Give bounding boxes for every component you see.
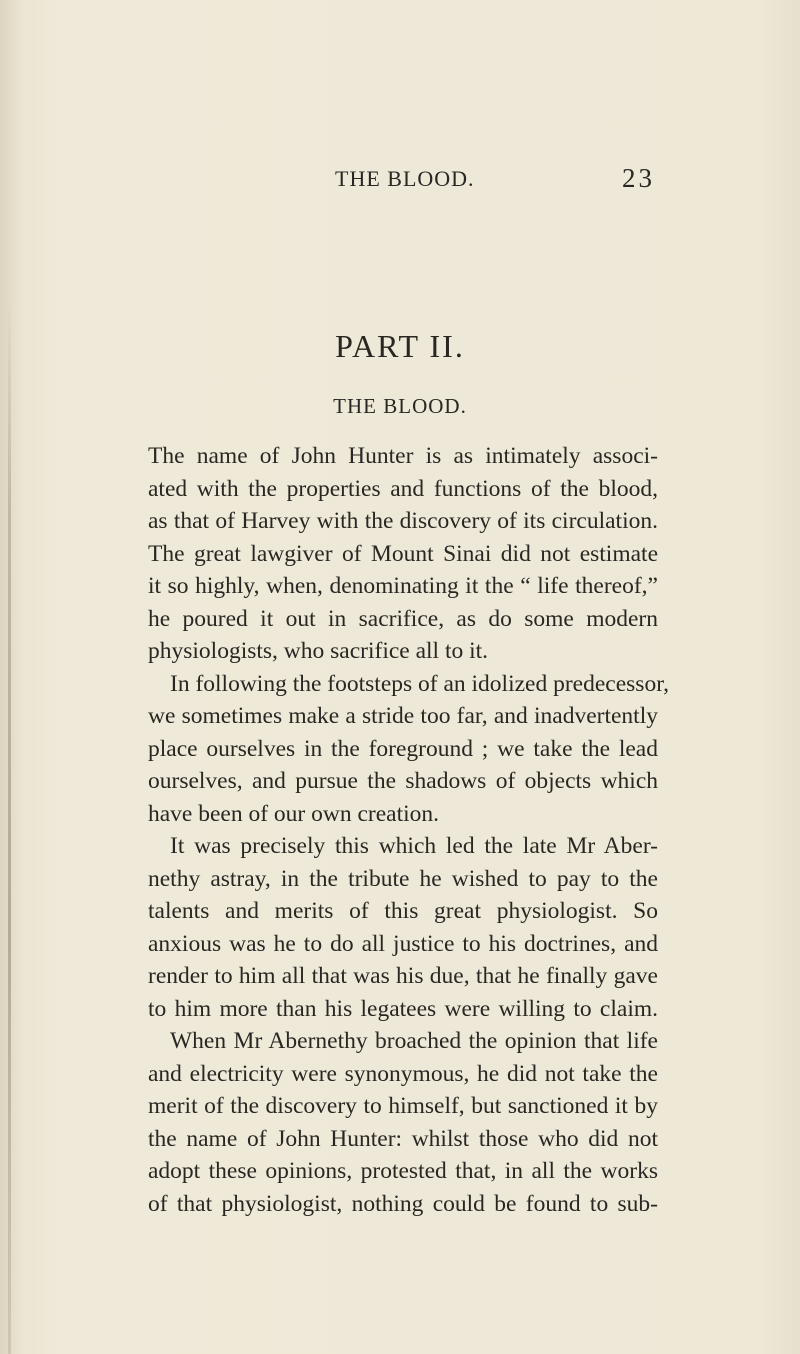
text-line: In following the footsteps of an idolized predecessor,: [170, 670, 669, 697]
text-line: the name of John Hunter: whilst those who did not: [148, 1125, 658, 1152]
text-line: adopt these opinions, protested that, in all the works: [148, 1158, 658, 1184]
running-head: [0, 163, 800, 196]
running-title: THE BLOOD.: [335, 166, 475, 191]
text-line: it so highly, when, denominating it the “ life thereof,”: [148, 573, 658, 599]
page-number: 23: [622, 163, 655, 193]
text-line: to him more than his legatees were willing to claim.: [148, 995, 658, 1022]
text-line: The name of John Hunter is as intimately associ-: [148, 443, 658, 469]
text-line: It was precisely this which led the late Mr Aber-: [170, 833, 658, 859]
text-line: ourselves, and pursue the shadows of objects which: [148, 768, 658, 794]
text-line: and electricity were synonymous, he did not take the: [148, 1060, 658, 1087]
text-line: merit of the discovery to himself, but sanctioned it by: [148, 1093, 658, 1119]
text-line: nethy astray, in the tribute he wished to pay to the: [148, 865, 658, 892]
part-heading: PART II.: [335, 328, 465, 364]
text-line: we sometimes make a stride too far, and inadvertently: [148, 703, 658, 729]
text-line: he poured it out in sacrifice, as do some modern: [148, 605, 658, 632]
text-line: talents and merits of this great physiologist. So: [148, 898, 658, 924]
text-line: place ourselves in the foreground ; we take the lead: [148, 735, 658, 762]
body-text: [148, 440, 669, 1220]
text-line: ated with the properties and functions of the blood,: [148, 475, 658, 502]
text-line: render to him all that was his due, that he finally gave: [148, 963, 658, 989]
text-line: of that physiologist, nothing could be found to sub-: [148, 1190, 658, 1217]
text-line: physiologists, who sacrifice all to it.: [148, 638, 489, 664]
text-line: When Mr Abernethy broached the opinion that life: [170, 1028, 658, 1054]
page-binding-shadow: [8, 300, 11, 1354]
text-line: as that of Harvey with the discovery of its circulation.: [148, 508, 658, 534]
text-line: anxious was he to do all justice to his doctrines, and: [148, 930, 658, 957]
text-line: The great lawgiver of Mount Sinai did not estimate: [148, 540, 658, 567]
text-line: have been of our own creation.: [148, 800, 440, 827]
section-heading: THE BLOOD.: [333, 394, 467, 418]
